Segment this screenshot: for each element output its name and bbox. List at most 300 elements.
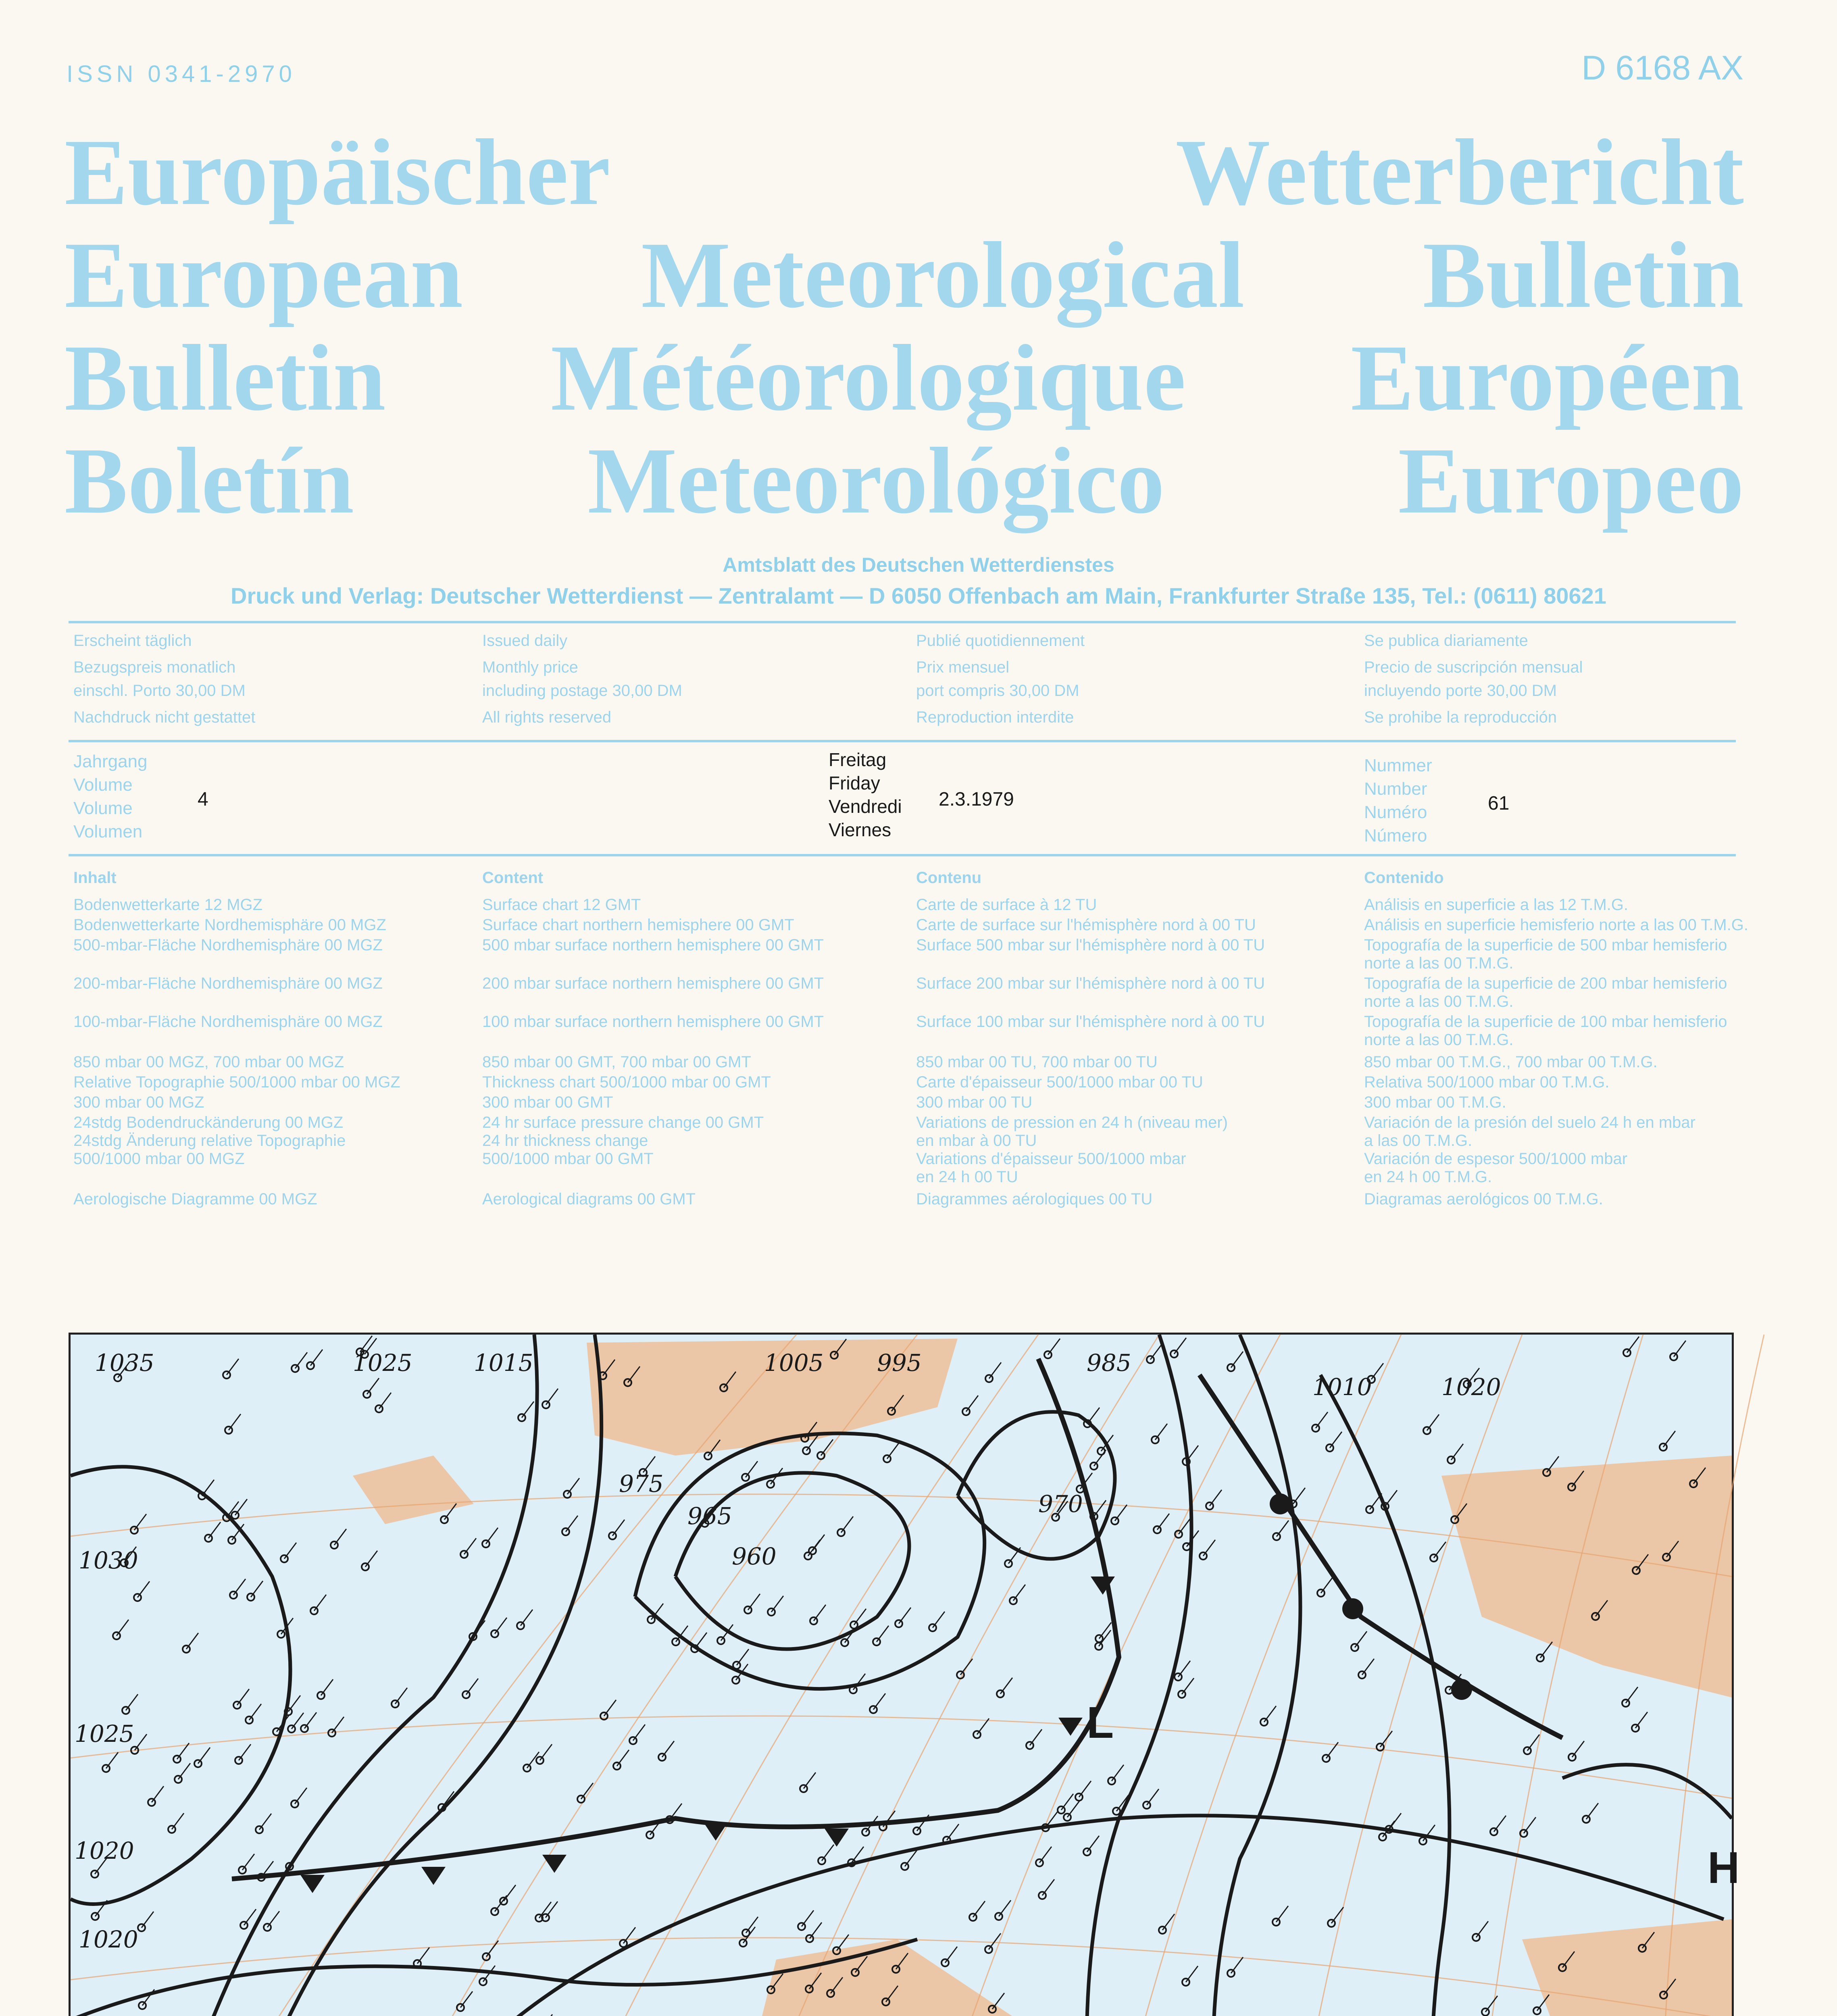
wind-barb [1013,1585,1025,1601]
contents-heading-en: Content [482,869,544,887]
contents-item: en mbar à 00 TU [916,1132,1037,1150]
issue-date: 2.3.1979 [939,789,1014,810]
contents-item: Aerologische Diagramme 00 MGZ [73,1190,317,1208]
meridian-line [1038,1335,1401,2016]
divider [69,854,1736,856]
contents-item: Relativa 500/1000 mbar 00 T.M.G. [1364,1073,1610,1091]
weekday-label: Friday [829,773,880,793]
isobar-label: 965 [687,1502,732,1530]
wind-barb [417,1947,429,1964]
wind-barb [623,1927,635,1943]
contents-item: norte a las 00 T.M.G. [1364,993,1514,1010]
contents-item: Topografía de la superficie de 500 mbar hemisferio [1364,936,1727,954]
wind-barb [604,1700,616,1716]
wind-barb [1635,1712,1647,1728]
isobar-label: 1025 [75,1720,134,1747]
contents-item: Surface 100 mbar sur l'hémisphère nord à 00 TU [916,1013,1265,1031]
issn-number: ISSN 0341-2970 [67,61,296,87]
wind-barb [152,1786,164,1802]
wind-barb [1186,1966,1198,1982]
wind-barb [1087,1836,1099,1852]
wind-barb [237,1689,249,1705]
number-labels [1364,754,1432,848]
contents-item: 100-mbar-Fläche Nordhemisphäre 00 MGZ [73,1013,383,1031]
title-french [65,327,1744,429]
wind-barb [1355,1631,1367,1647]
front-marker [300,1875,325,1893]
contents-item: Surface chart 12 GMT [482,896,641,914]
meridian-line [1458,1335,1643,2016]
contents-item: Análisis en superficie a las 12 T.M.G. [1364,896,1629,914]
isobar-label: 1025 [353,1349,412,1377]
contents-item: Topografía de la superficie de 200 mbar hemisferio [1364,975,1727,992]
title-word: Européen [1351,325,1744,430]
contents-item: Surface 500 mbar sur l'hémisphère nord à 00 TU [916,936,1265,954]
subscription-text: Se prohibe la reproducción [1364,708,1557,726]
contents-item: 850 mbar 00 GMT, 700 mbar 00 GMT [482,1053,751,1071]
wind-barb [566,1516,578,1532]
title-word: Meteorological [641,223,1245,327]
wind-barb [486,1528,498,1544]
front-marker [542,1855,567,1873]
contents-item: Thickness chart 500/1000 mbar 00 GMT [482,1073,771,1091]
contents-item: Variations de pression en 24 h (niveau mer) [916,1114,1228,1131]
contents-heading-de: Inhalt [73,869,117,887]
wind-barb [1277,1520,1289,1537]
number-label: Numéro [1364,802,1427,822]
isobar-label: 970 [1038,1490,1083,1518]
title-word: Europeo [1398,428,1744,533]
contents-item: 500/1000 mbar 00 MGZ [73,1150,245,1168]
wind-barb [259,1814,271,1830]
contents-item: Bodenwetterkarte Nordhemisphäre 00 MGZ [73,916,386,934]
contents-item: Topografía de la superficie de 100 mbar hemisferio [1364,1013,1727,1031]
wind-barb [1203,1540,1215,1556]
wind-barb [992,1993,1004,2009]
wind-barb [873,1693,885,1710]
wind-barb [1039,1847,1052,1863]
wind-barb [966,1395,978,1412]
wind-barb [1157,1514,1169,1530]
isobar-label: 975 [619,1470,664,1497]
contents-item: 500/1000 mbar 00 GMT [482,1150,654,1168]
wind-barb [1674,1341,1686,1357]
land-area [1441,1456,1732,1697]
wind-barb [1079,1781,1091,1797]
wind-barb [1427,1414,1439,1431]
wind-barb [186,1633,198,1649]
wind-barb [235,1499,247,1515]
title-word: European [65,223,463,327]
wind-barb [746,1461,758,1477]
contents-heading-es: Contenido [1364,869,1444,887]
wind-barb [933,1612,945,1628]
subscription-text: Nachdruck nicht gestattet [73,708,256,726]
title-spanish [65,429,1744,532]
contents-item: norte a las 00 T.M.G. [1364,1031,1514,1049]
wind-barb [822,1845,834,1861]
wind-barb [142,1989,154,2006]
contents-item: en 24 h 00 TU [916,1168,1018,1186]
contents-heading-fr: Contenu [916,869,982,887]
volume-value: 4 [198,789,208,810]
title-word: Europäischer [65,120,610,225]
contents-item: Carte de surface sur l'hémisphère nord à 00 TU [916,916,1256,934]
wind-barb [466,1679,478,1695]
wind-barb [1434,1542,1446,1558]
contents-item: Surface 200 mbar sur l'hémisphère nord à 00 TU [916,975,1265,992]
title-word: Bulletin [65,325,386,430]
wind-barb [612,1520,625,1536]
wind-barb [1627,1337,1639,1353]
issue-number: 61 [1488,793,1510,814]
wind-barb [1000,1678,1012,1694]
wind-barb [1362,1659,1374,1675]
wind-barb [284,1543,296,1559]
wind-barb [334,1529,346,1545]
pressure-center-label: H [1708,1843,1740,1893]
wind-barb [126,1694,138,1710]
wind-barb [1174,1338,1186,1354]
wind-barb [810,1922,822,1939]
wind-barb [521,1610,533,1626]
wind-barb [295,1788,307,1804]
wind-barb [135,1734,147,1750]
wind-barb [495,1618,507,1634]
wind-barb [172,1813,184,1829]
wind-barb [251,1581,263,1597]
weekday-label: Viernes [829,819,891,840]
contents-item: Surface chart northern hemisphere 00 GMT [482,916,794,934]
volume-label: Volumen [73,822,143,841]
wind-barb [1112,1765,1124,1781]
isobar-line [1320,1375,1522,2016]
wind-barb [1099,1630,1111,1646]
contents-item: Carte de surface à 12 TU [916,896,1097,914]
contents-item: 300 mbar 00 T.M.G. [1364,1093,1506,1111]
wind-barb [1067,1801,1079,1817]
wind-barb [395,1688,407,1704]
wind-barb [802,1910,814,1926]
isobar-label: 985 [1087,1349,1131,1377]
wind-barb [546,1389,558,1405]
wind-barb [304,1712,317,1729]
wind-barb [973,1901,985,1917]
wind-barb [1087,1408,1100,1424]
number-label: Number [1364,779,1427,799]
wind-barb [540,1744,552,1760]
wind-barb [1231,1352,1243,1368]
wind-barb [1030,1729,1042,1745]
wind-barb [1155,1424,1167,1440]
contents-item: 500 mbar surface northern hemisphere 00 GMT [482,936,824,954]
wind-barb [1524,1817,1536,1833]
wind-barb [504,1885,516,1901]
title-english [65,224,1744,327]
postal-code: D 6168 AX [1581,49,1743,87]
subscription-de [73,629,255,729]
wind-barb [854,1609,866,1625]
wind-barb [1572,1741,1584,1757]
wind-barb [1042,1879,1054,1895]
wind-barb [1316,1412,1328,1428]
subscription-text: Se publica diariamente [1364,632,1528,650]
contents-item: Bodenwetterkarte 12 MGZ [73,896,263,914]
wind-barb [137,1581,150,1597]
title-word: Bulletin [1423,223,1744,327]
subscription-text: Bezugspreis monatlich [73,658,236,676]
masthead [65,121,1744,532]
wind-barb [877,1626,889,1642]
surface-chart-svg [71,1335,1740,2016]
contents-item: 300 mbar 00 TU [916,1093,1033,1111]
publisher-line: Amtsblatt des Deutschen Wetterdienstes [723,554,1114,576]
meridian-line [829,1335,1280,2016]
isobar-label: 1015 [474,1349,533,1377]
subscription-es [1364,629,1583,729]
front-marker [421,1867,446,1885]
subscription-text: einschl. Porto 30,00 DM [73,682,246,700]
subscription-text: Reproduction interdite [916,708,1074,726]
wind-barb [546,1901,558,1918]
isobar-line [103,1335,537,2016]
wind-barb [989,1362,1001,1379]
wind-barb [198,1747,210,1764]
wind-barb [1663,1431,1675,1447]
wind-barb [244,1909,256,1925]
isobar-label: 1020 [1441,1373,1501,1401]
wind-barb [748,1594,760,1610]
contents-item: Variación de espesor 500/1000 mbar [1364,1150,1628,1168]
surface-chart [69,1333,1740,2016]
parallel-line [71,1716,1732,1798]
isobar-line [1213,1335,1320,2016]
wind-barb [117,1620,129,1636]
contents-item: Diagrammes aérologiques 00 TU [916,1190,1153,1208]
contents-item: 850 mbar 00 T.M.G., 700 mbar 00 T.M.G. [1364,1053,1658,1071]
wind-barb [1094,1500,1106,1516]
contents-item: 200 mbar surface northern hemisphere 00 GMT [482,975,824,992]
divider [69,740,1736,742]
wind-barb [1293,1488,1305,1504]
land-area [353,1456,474,1524]
contents-item: 24stdg Bodendruckänderung 00 MGZ [73,1114,344,1131]
wind-barb [1451,1444,1463,1460]
wind-barb [945,1947,957,1963]
subscription-en [482,629,682,729]
subscription-text: Publié quotidiennement [916,632,1085,650]
number-label: Nummer [1364,756,1432,775]
front-marker [1451,1679,1472,1700]
wind-barb [365,1551,377,1567]
wind-barb [1178,1661,1190,1677]
number-label: Número [1364,826,1427,846]
front-marker [1058,1718,1083,1736]
title-word: Wetterbericht [1175,120,1744,225]
contents-item: Variations d'épaisseur 500/1000 mbar [916,1150,1186,1168]
wind-barb [1494,1816,1506,1832]
wind-barb [1476,1921,1488,1937]
wind-barb [1385,1490,1397,1506]
wind-barb [178,1763,190,1779]
subscription-text: incluyendo porte 30,00 DM [1364,682,1557,700]
contents-item: 500-mbar-Fläche Nordhemisphäre 00 MGZ [73,936,383,954]
wind-barb [1094,1450,1106,1466]
wind-barb [1540,1642,1552,1658]
contents-item: Carte d'épaisseur 500/1000 mbar 00 TU [916,1073,1203,1091]
wind-barb [1485,1996,1498,2012]
wind-barb [977,1718,989,1735]
weekday-labels [829,748,902,841]
wind-barb [202,1480,214,1496]
wind-barb [310,1350,323,1366]
wind-barb [142,1912,154,1928]
title-german [65,121,1744,224]
front-marker [1342,1598,1363,1619]
wind-barb [527,1752,539,1768]
contents-item: 24 hr thickness change [482,1132,648,1150]
wind-barb [1276,1906,1288,1922]
front-marker [825,1829,849,1847]
volume-label: Volume [73,798,133,818]
weekday-label: Freitag [829,749,887,770]
subscription-text: port compris 30,00 DM [916,682,1079,700]
wind-barb [1147,1789,1159,1805]
wind-barb [737,1649,749,1665]
title-word: Boletín [65,428,354,533]
isobar-label: 960 [732,1543,777,1570]
wind-barb [1162,1914,1175,1930]
meridian-line [1248,1335,1522,2016]
volume-label: Jahrgang [73,752,148,771]
wind-barb [1586,1803,1598,1819]
wind-barb [249,1704,261,1720]
isobar-label: 1020 [75,1837,134,1864]
wind-barb [464,1538,476,1554]
wind-barb [821,1439,833,1456]
contents-item: Relative Topographie 500/1000 mbar 00 MGZ [73,1073,400,1091]
contents-item: 200-mbar-Fläche Nordhemisphäre 00 MGZ [73,975,383,992]
wind-barb [1330,1432,1342,1448]
isobar-line [1562,1765,1732,1818]
wind-barb [1210,1490,1222,1506]
contents-item: 850 mbar 00 TU, 700 mbar 00 TU [916,1053,1158,1071]
wind-barb [999,1900,1011,1916]
wind-barb [1264,1706,1276,1722]
wind-barb [321,1679,333,1695]
wind-barb [208,1522,221,1538]
wind-barb [233,1579,246,1595]
wind-barb [242,1854,254,1870]
wind-barb [1626,1687,1638,1703]
land-area [1522,1919,1732,2016]
title-word: Météorologique [550,325,1186,430]
contents-item: 24 hr surface pressure change 00 GMT [482,1114,764,1131]
wind-barb [617,1750,629,1766]
isobar-label: 1005 [764,1349,824,1377]
wind-barb [367,1378,379,1394]
isobar-label: 1010 [1312,1373,1372,1401]
wind-barb [332,1717,344,1733]
wind-barb [960,1659,973,1675]
wind-barb [1370,1493,1382,1510]
wind-barb [567,1478,579,1494]
wind-barb [1380,1731,1392,1747]
wind-barb [1321,1577,1333,1593]
divider [69,621,1736,623]
isobar-label: 995 [877,1349,922,1377]
wind-barb [989,1933,1001,1949]
isobar-line [958,1412,1115,1559]
wind-barb [522,1402,534,1418]
subscription-text: including postage 30,00 DM [482,682,682,700]
wind-barb [379,1393,391,1409]
publisher-address: Druck und Verlag: Deutscher Wetterdienst — Zentralamt — D 6050 Offenbach am Main, Frankfurter Straße 135, Tel.: (0611) 80621 [231,583,1606,608]
wind-barb [947,1824,959,1840]
wind-barb [106,1752,118,1768]
contents-item: Análisis en superficie hemisferio norte a las 00 T.M.G. [1364,916,1749,934]
subscription-text: All rights reserved [482,708,612,726]
title-word: Meteorológico [587,428,1165,533]
wind-barb [1048,1339,1060,1355]
wind-barb [295,1352,307,1368]
wind-barb [227,1359,239,1375]
subscription-text: Issued daily [482,632,568,650]
wind-barb [486,1941,498,1957]
wind-barb [290,1850,302,1866]
wind-barb [227,1502,239,1518]
contents-item: a las 00 T.M.G. [1364,1132,1473,1150]
subscription-text: Erscheint täglich [73,632,192,650]
wind-barb [899,1608,911,1624]
contents-item: 100 mbar surface northern hemisphere 00 GMT [482,1013,824,1031]
subscription-text: Prix mensuel [916,658,1010,676]
weekday-label: Vendredi [829,796,902,817]
wind-barb [695,1633,707,1649]
contents-item: 300 mbar 00 GMT [482,1093,613,1111]
volume-label: Volume [73,775,133,795]
isobar-label: 1020 [79,1926,138,1953]
wind-barb [239,1744,251,1760]
contents-item: Variación de la presión del suelo 24 h en mbar [1364,1114,1695,1131]
subscription-fr [916,629,1085,729]
contents-item: Diagramas aerológicos 00 T.M.G. [1364,1190,1603,1208]
subscription-text: Precio de suscripción mensual [1364,658,1583,676]
wind-barb [887,1443,899,1459]
contents-item: en 24 h 00 T.M.G. [1364,1168,1492,1186]
wind-barb [1231,1957,1243,1973]
wind-barb [804,1772,816,1789]
front-marker [1270,1493,1291,1514]
wind-barb [1115,1505,1127,1521]
wind-barb [1182,1678,1194,1694]
wind-barb [314,1595,326,1611]
contents-item: norte a las 00 T.M.G. [1364,954,1514,972]
contents-item: 300 mbar 00 MGZ [73,1093,204,1111]
contents-item: Aerological diagrams 00 GMT [482,1190,696,1208]
wind-barb [771,1596,783,1612]
isobar-label: 1035 [95,1349,154,1377]
contents-item: 24stdg Änderung relative Topographie [73,1132,346,1150]
wind-barb [841,1516,853,1533]
pressure-center-label: L [1087,1698,1114,1747]
wind-barb [540,2014,552,2016]
wind-barb [633,1724,645,1741]
wind-barb [229,1414,241,1430]
volume-labels [73,750,147,843]
wind-barb [662,1741,674,1757]
wind-barb [1099,1622,1111,1639]
